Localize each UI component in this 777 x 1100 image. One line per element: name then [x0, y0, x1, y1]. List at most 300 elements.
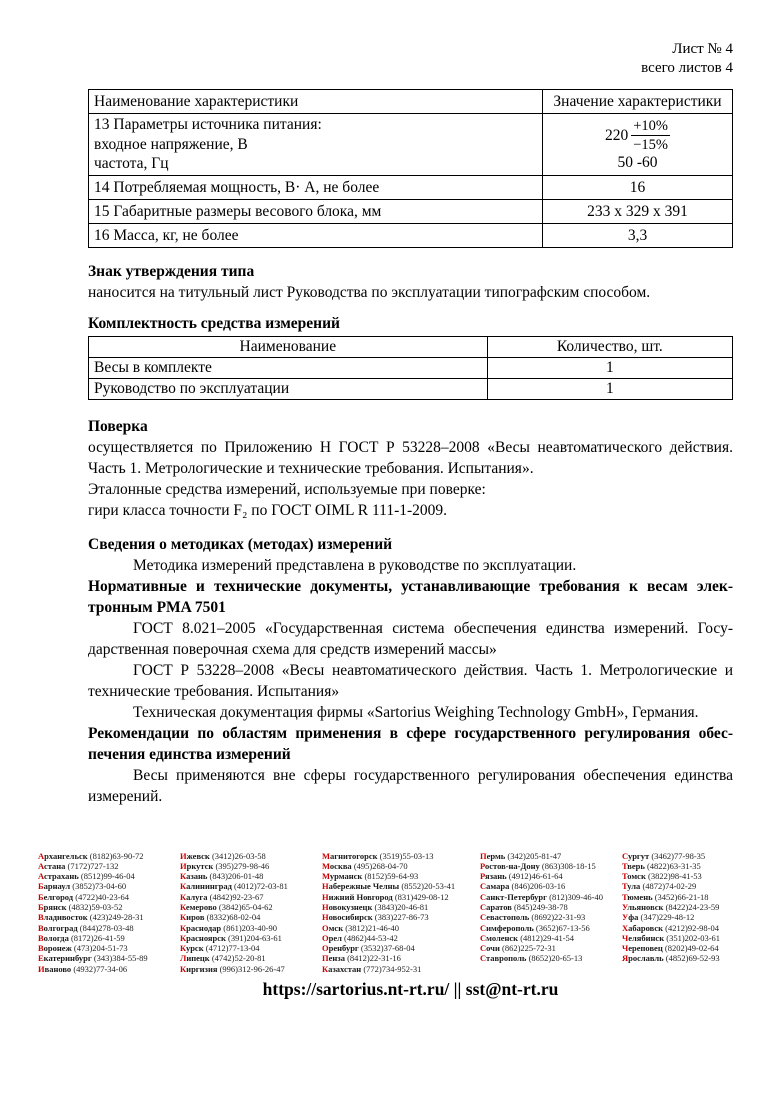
contact-city: Магнитогорск [322, 850, 378, 861]
contact-entry [180, 871, 322, 881]
row-label: 15 Габаритные размеры весового блока, мм [89, 199, 543, 223]
contact-phone: (4822)63-31-35 [644, 860, 701, 871]
contact-entry [38, 871, 180, 881]
contact-entry [622, 912, 739, 922]
contact-entry [622, 943, 739, 953]
contact-entry [480, 871, 622, 881]
city-initial: Т [622, 881, 628, 892]
city-initial: К [180, 912, 187, 923]
table-row [89, 199, 733, 223]
contact-phone: (7172)727-132 [65, 860, 119, 871]
contact-city: Владивосток [38, 912, 88, 923]
table-row [89, 378, 733, 399]
contact-phone: (473)204-51-73 [71, 943, 128, 954]
city-initial: И [38, 963, 45, 974]
table-header-row [89, 90, 733, 114]
contact-entry [622, 892, 739, 902]
contact-phone: (4012)72-03-81 [231, 881, 288, 892]
contact-entry [480, 953, 622, 963]
contact-entry [480, 933, 622, 943]
contact-phone: (395)279-98-46 [213, 860, 270, 871]
city-initial: С [480, 912, 487, 923]
type-approval-body: наносится на титульный лист Руководства по эксплуатации типографским способом. [88, 283, 651, 301]
table-row-power-params [89, 114, 733, 176]
contact-city: Сургут [622, 850, 650, 861]
city-initial: М [322, 871, 330, 882]
col-header-characteristic-name: Наименование характеристики [89, 90, 543, 114]
contact-city: Кемерово [180, 901, 217, 912]
contact-entry [622, 953, 739, 963]
city-initial: А [38, 860, 44, 871]
contact-entry [180, 881, 322, 891]
city-initial: К [180, 881, 187, 892]
city-initial: И [180, 850, 187, 861]
contact-phone: (4932)77-34-06 [71, 963, 128, 974]
contact-city: Санкт-Петербург [480, 891, 548, 902]
contact-entry [180, 943, 322, 953]
contact-entry [322, 923, 480, 933]
city-initial: Ч [622, 932, 629, 943]
sheet-number: Лист № 4 [672, 41, 733, 57]
contact-phone: (8652)20-65-13 [526, 953, 583, 964]
contact-city: Мурманск [322, 871, 363, 882]
contact-phone: (4872)74-02-29 [640, 881, 697, 892]
contact-phone: (863)308-18-15 [539, 860, 596, 871]
verification-standards-line: Эталонные средства измерений, используемые при поверке: [88, 480, 486, 498]
contact-phone: (861)203-40-90 [221, 922, 278, 933]
contact-phone: (3452)66-21-18 [652, 891, 709, 902]
contact-entry [180, 953, 322, 963]
contacts-column [38, 851, 180, 975]
text-line: тронным PMA 7501 [88, 598, 226, 616]
contact-city: Рязань [480, 871, 507, 882]
contact-entry [38, 964, 180, 974]
contact-entry [180, 892, 322, 902]
city-initial: В [38, 932, 44, 943]
contact-entry [38, 861, 180, 871]
contact-city: Нижний Новгород [322, 891, 393, 902]
contact-city: Череповец [622, 943, 663, 954]
text-line: частота, Гц [94, 155, 169, 172]
contact-city: Киров [180, 912, 205, 923]
contact-phone: (831)429-08-12 [392, 891, 449, 902]
contact-phone: (812)309-46-40 [547, 891, 603, 902]
contact-city: Липецк [180, 953, 210, 964]
voltage-plus-tolerance: +10% [633, 117, 669, 134]
contact-city: Томск [622, 871, 646, 882]
contact-phone: (4812)29-41-54 [518, 932, 575, 943]
contact-phone: (391)204-63-61 [225, 932, 282, 943]
contact-city: Орел [322, 932, 342, 943]
contact-entry [480, 892, 622, 902]
contact-entry [322, 953, 480, 963]
section-title-standards [88, 576, 733, 618]
city-initial: У [622, 912, 629, 923]
city-initial: Н [322, 901, 329, 912]
row-value: 16 [543, 175, 733, 199]
text-line: Часть 1. Метрологические и технические требования. Испытания». [88, 459, 534, 477]
contact-city: Самара [480, 881, 510, 892]
contact-phone: (8172)26-41-59 [68, 932, 125, 943]
city-initial: Т [622, 871, 628, 882]
text-line: ГОСТ 8.021–2005 «Государственная система обеспечения единства измерений. Госу- [133, 619, 733, 637]
contact-entry [180, 902, 322, 912]
contact-phone: (4712)77-13-04 [203, 943, 260, 954]
col-header-characteristic-value: Значение характеристики [543, 90, 733, 114]
contact-phone: (844)278-03-48 [77, 922, 134, 933]
contact-city: Екатеринбург [38, 953, 92, 964]
table-row [89, 357, 733, 378]
city-initial: С [480, 891, 487, 902]
contact-entry [38, 912, 180, 922]
contact-entry [622, 881, 739, 891]
contact-phone: (3532)37-68-04 [358, 943, 415, 954]
contact-city: Смоленск [480, 932, 519, 943]
contact-phone: (3822)98-41-53 [645, 871, 702, 882]
text-line: осуществляется по Приложению Н ГОСТ Р 53228–2008 «Весы неавтоматического действия. [88, 438, 733, 456]
city-initial: В [38, 912, 44, 923]
row-label: 14 Потребляемая мощность, В· А, не более [89, 175, 543, 199]
contact-phone: (3462)77-98-35 [649, 850, 706, 861]
contact-phone: (4842)92-23-67 [207, 891, 264, 902]
contact-entry [38, 851, 180, 861]
contact-city: Новосибирск [322, 912, 373, 923]
contact-entry [622, 861, 739, 871]
contact-phone: (4832)59-03-52 [66, 901, 123, 912]
contact-phone: (3652)67-13-56 [533, 922, 590, 933]
contact-entry [38, 923, 180, 933]
contact-entry [622, 902, 739, 912]
power-params-lines [94, 115, 537, 174]
text-line: 13 Параметры источника питания: [94, 116, 322, 133]
contacts-column [480, 851, 622, 964]
contact-entry [322, 933, 480, 943]
contact-city: Ульяновск [622, 901, 664, 912]
text-line: измерений. [88, 787, 163, 805]
text-line: Рекомендации по областям применения в сфере государственного регулирования обес- [88, 724, 733, 742]
contact-city: Иваново [38, 963, 72, 974]
contact-phone: (495)268-04-70 [351, 860, 408, 871]
city-initial: П [480, 850, 487, 861]
contact-city: Иркутск [180, 860, 214, 871]
city-initial: В [38, 943, 44, 954]
contact-entry [180, 851, 322, 861]
city-initial: С [480, 943, 487, 954]
contact-phone: (3842)65-04-62 [216, 901, 273, 912]
contact-entry [622, 851, 739, 861]
contact-phone: (843)206-01-48 [207, 871, 264, 882]
contact-phone: (347)229-48-12 [638, 912, 695, 923]
contact-city: Сочи [480, 943, 500, 954]
contact-phone: (3843)20-46-81 [372, 901, 429, 912]
city-initial: Т [622, 860, 628, 871]
contact-city: Киргизия [180, 963, 218, 974]
city-initial: С [480, 953, 487, 964]
city-initial: П [322, 953, 329, 964]
contact-city: Волгоград [38, 922, 78, 933]
contact-phone: (8412)22-31-16 [344, 953, 401, 964]
table-header-row [89, 336, 733, 357]
contacts-footer [38, 851, 777, 975]
contact-city: Симферополь [480, 922, 534, 933]
contact-entry [38, 902, 180, 912]
table-row [89, 223, 733, 247]
col-header-name: Наименование [89, 336, 488, 357]
city-initial: В [38, 922, 44, 933]
contact-entry [38, 943, 180, 953]
contact-city: Брянск [38, 901, 67, 912]
contact-city: Белгород [38, 891, 74, 902]
section-title-type-approval: Знак утверждения типа [88, 262, 255, 280]
contact-phone: (8692)22-31-93 [529, 912, 586, 923]
contact-entry [480, 881, 622, 891]
contact-phone: (3412)26-03-58 [209, 850, 266, 861]
contact-city: Тверь [622, 860, 645, 871]
contact-entry [480, 851, 622, 861]
contact-city: Воронеж [38, 943, 72, 954]
city-initial: Л [180, 953, 187, 964]
row-label: 16 Масса, кг, не более [89, 223, 543, 247]
contact-city: Челябинск [622, 932, 665, 943]
city-initial: А [38, 871, 44, 882]
contact-city: Ставрополь [480, 953, 527, 964]
city-initial: М [322, 860, 330, 871]
contact-entry [180, 964, 322, 974]
contact-city: Омск [322, 922, 344, 933]
verification-weights-line: гири класса точности F₂ по ГОСТ OIML R 111-1-2009. [88, 501, 448, 519]
city-initial: Р [480, 860, 485, 871]
city-initial: Я [622, 953, 629, 964]
section-title-completeness: Комплектность средства измерений [88, 314, 340, 332]
row-name: Весы в комплекте [89, 357, 488, 378]
contact-city: Ростов-на-Дону [480, 860, 540, 871]
section-title-verification: Поверка [88, 417, 148, 435]
city-initial: С [480, 922, 487, 933]
contact-phone: (8512)99-46-04 [78, 871, 135, 882]
contact-phone: (4852)69-52-93 [663, 953, 720, 964]
contact-phone: (343)384-55-89 [91, 953, 148, 964]
contact-city: Астана [38, 860, 66, 871]
city-initial: С [480, 932, 487, 943]
contact-entry [322, 943, 480, 953]
row-value: 3,3 [543, 223, 733, 247]
contact-entry [38, 953, 180, 963]
voltage-value [548, 116, 727, 153]
contact-phone: (3812)21-46-40 [343, 922, 400, 933]
contact-entry [322, 871, 480, 881]
contact-entry [480, 923, 622, 933]
contact-city: Курск [180, 943, 204, 954]
city-initial: О [322, 922, 329, 933]
contact-city: Калуга [180, 891, 208, 902]
contact-phone: (862)225-72-31 [499, 943, 556, 954]
section-title-methods: Сведения о методиках (методах) измерений [88, 535, 393, 553]
standards-paragraph-gost-8021 [88, 618, 733, 660]
contact-city: Пермь [480, 850, 506, 861]
city-initial: К [180, 932, 187, 943]
city-initial: А [38, 850, 45, 861]
contact-phone: (3519)55-03-13 [377, 850, 434, 861]
voltage-base: 220 [605, 126, 629, 144]
city-initial: С [480, 881, 487, 892]
frequency-value: 50 -60 [617, 153, 658, 171]
contact-city: Казань [180, 871, 208, 882]
contact-entry [480, 902, 622, 912]
contact-entry [622, 871, 739, 881]
contact-entry [322, 881, 480, 891]
contact-entry [180, 912, 322, 922]
contact-phone: (8552)20-53-41 [399, 881, 456, 892]
contact-phone: (4722)40-23-64 [73, 891, 130, 902]
contact-phone: (8202)49-02-64 [662, 943, 719, 954]
contact-entry [180, 933, 322, 943]
contacts-column [322, 851, 480, 975]
row-value: 233 х 329 х 391 [543, 199, 733, 223]
row-quantity: 1 [487, 357, 732, 378]
contact-entry [480, 912, 622, 922]
contact-city: Астрахань [38, 871, 79, 882]
sheet-total: всего листов 4 [641, 60, 733, 76]
contact-entry [180, 923, 322, 933]
city-initial: Б [38, 901, 44, 912]
contact-city: Барнаул [38, 881, 71, 892]
verification-paragraph [88, 437, 733, 479]
text-line: Нормативные и технические документы, устанавливающие требования к весам элек- [88, 577, 733, 595]
contact-city: Ярославль [622, 953, 664, 964]
contact-phone: (351)202-03-61 [664, 932, 721, 943]
city-initial: Б [38, 881, 44, 892]
city-initial: Н [322, 881, 329, 892]
city-initial: Р [480, 871, 485, 882]
website-email-link[interactable]: https://sartorius.nt-rt.ru/ || sst@nt-rt.ru [262, 979, 559, 1000]
contact-entry [322, 902, 480, 912]
contact-city: Краснодар [180, 922, 222, 933]
contact-phone: (8332)68-02-04 [204, 912, 261, 923]
contact-city: Казахстан [322, 963, 362, 974]
contact-phone: (423)249-28-31 [87, 912, 144, 923]
city-initial: К [180, 891, 187, 902]
city-initial: М [322, 850, 331, 861]
power-params-label-cell [89, 114, 543, 176]
contact-phone: (772)734-952-31 [361, 963, 422, 974]
contact-city: Вологда [38, 932, 69, 943]
contact-phone: (383)227-86-73 [372, 912, 429, 923]
contact-phone: (845)249-38-78 [511, 901, 568, 912]
voltage-minus-tolerance: −15% [633, 136, 669, 153]
city-initial: Н [322, 912, 329, 923]
contact-entry [180, 861, 322, 871]
contact-city: Пенза [322, 953, 345, 964]
contact-city: Набережные Челны [322, 881, 400, 892]
methods-body: Методика измерений представлена в руководстве по эксплуатации. [133, 556, 577, 574]
contact-city: Ижевск [180, 850, 210, 861]
city-initial: К [180, 963, 187, 974]
contact-entry [38, 933, 180, 943]
contact-city: Тюмень [622, 891, 653, 902]
city-initial: Т [622, 891, 628, 902]
city-initial: С [622, 850, 628, 861]
characteristics-table [88, 89, 733, 248]
contacts-column [622, 851, 739, 964]
city-initial: Ч [622, 943, 629, 954]
contact-entry [322, 861, 480, 871]
city-initial: К [322, 963, 329, 974]
text-line: технические требования. Испытания» [88, 682, 340, 700]
city-initial: К [180, 871, 187, 882]
row-name: Руководство по эксплуатации [89, 378, 488, 399]
contact-entry [322, 912, 480, 922]
contact-phone: (8422)24-23-59 [663, 901, 720, 912]
section-title-recommendations [88, 723, 733, 765]
text-line: печения единства измерений [88, 745, 291, 763]
city-initial: С [480, 901, 487, 912]
text-line: входное напряжение, В [94, 135, 248, 153]
city-initial: К [180, 922, 187, 933]
contact-phone: (3852)73-04-60 [70, 881, 127, 892]
contact-city: Новокузнецк [322, 901, 373, 912]
contact-phone: (996)312-96-26-47 [217, 963, 285, 974]
text-line: ГОСТ Р 53228–2008 «Весы неавтоматического действия. Часть 1. Метрологические и [133, 661, 733, 679]
contact-city: Москва [322, 860, 352, 871]
city-initial: К [180, 943, 186, 954]
contact-entry [322, 851, 480, 861]
contact-phone: (4212)92-98-04 [663, 922, 719, 933]
contact-city: Саратов [480, 901, 512, 912]
contact-entry [38, 881, 180, 891]
contact-phone: (342)205-81-47 [505, 850, 562, 861]
contacts-column [180, 851, 322, 975]
city-initial: И [180, 860, 187, 871]
contact-entry [38, 892, 180, 902]
standards-paragraph-tech-docs: Техническая документация фирмы «Sartorius Weighing Technology GmbH», Германия. [133, 703, 699, 721]
city-initial: О [322, 932, 329, 943]
contact-entry [622, 933, 739, 943]
contact-phone: (8182)63-90-72 [87, 850, 144, 861]
completeness-table [88, 336, 733, 400]
contact-city: Хабаровск [622, 922, 664, 933]
city-initial: Н [322, 891, 329, 902]
contact-phone: (8152)59-64-93 [362, 871, 419, 882]
contact-city: Оренбург [322, 943, 359, 954]
contact-phone: (4742)52-20-81 [209, 953, 266, 964]
contact-city: Калининград [180, 881, 232, 892]
contact-phone: (4912)46-61-64 [506, 871, 563, 882]
row-quantity: 1 [487, 378, 732, 399]
contact-entry [622, 923, 739, 933]
contact-city: Красноярск [180, 932, 226, 943]
city-initial: У [622, 901, 628, 912]
contact-entry [322, 964, 480, 974]
contact-phone: (846)206-03-16 [509, 881, 566, 892]
text-line: Весы применяются вне сферы государственного регулирования обеспечения единства [133, 766, 733, 784]
contact-city: Уфа [622, 912, 639, 923]
standards-paragraph-gost-53228 [88, 660, 733, 702]
contact-phone: (4862)44-53-42 [341, 932, 398, 943]
city-initial: Е [38, 953, 44, 964]
text-line: дарственная поверочная схема для средств измерений массы» [88, 640, 497, 658]
contact-city: Севастополь [480, 912, 530, 923]
contact-entry [480, 861, 622, 871]
contact-city: Архангельск [38, 850, 88, 861]
power-params-value-cell [543, 114, 733, 176]
city-initial: Б [38, 891, 44, 902]
contact-entry [480, 943, 622, 953]
recommendations-paragraph [88, 765, 733, 807]
voltage-tolerance [631, 118, 670, 153]
city-initial: Х [622, 922, 629, 933]
sheet-header [88, 40, 733, 78]
table-row [89, 175, 733, 199]
